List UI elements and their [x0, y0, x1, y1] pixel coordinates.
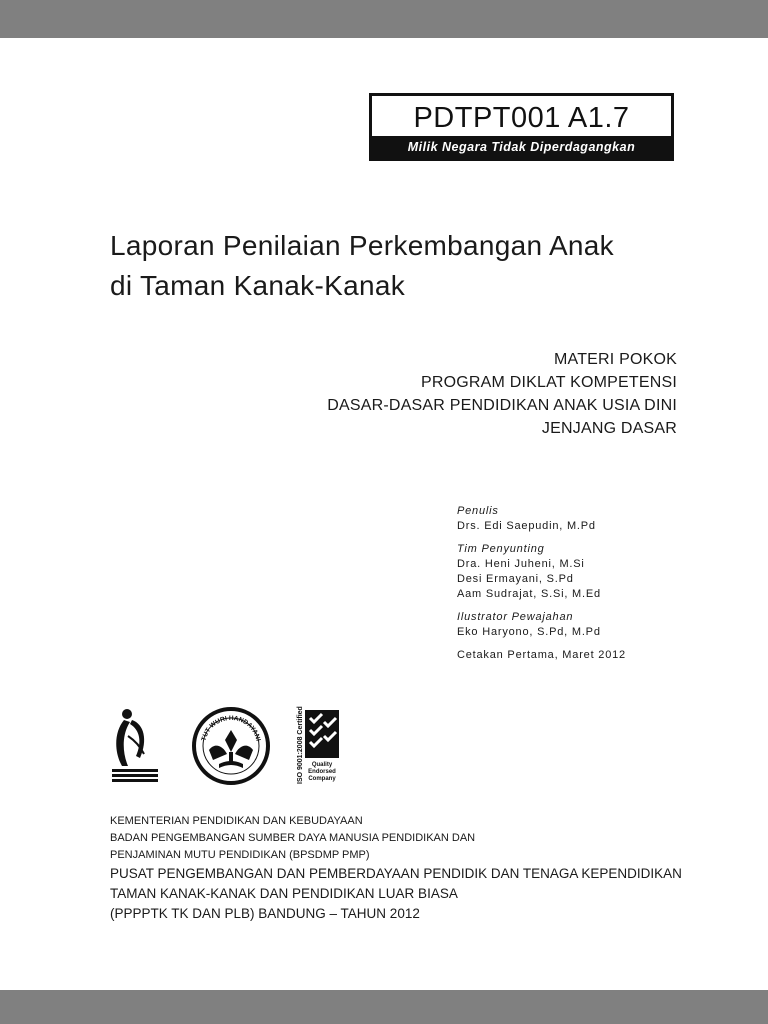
editor-name: Dra. Heni Juheni, M.Si	[457, 558, 585, 570]
iso-cert-text: ISO 9001:2008 Certified	[297, 706, 304, 784]
title-line-2: di Taman Kanak-Kanak	[110, 270, 405, 301]
materi-pokok-block	[327, 348, 677, 440]
writer-name: Drs. Edi Saepudin, M.Pd	[457, 520, 596, 532]
iso-quality-line: Endorsed	[308, 769, 336, 775]
footer-line: PUSAT PENGEMBANGAN DAN PEMBERDAYAAN PENDIDIK DAN TENAGA KEPENDIDIKAN	[110, 866, 682, 881]
seal-motto-text: TUT WURI HANDAYANI	[200, 714, 262, 742]
pptk-figure-emblem-icon	[110, 706, 160, 784]
document-title	[110, 226, 710, 306]
document-code: PDTPT001 A1.7	[413, 102, 630, 134]
illustrator-name: Eko Haryono, S.Pd, M.Pd	[457, 626, 601, 638]
publisher-footer	[110, 813, 710, 924]
writer-role: Penulis	[457, 505, 499, 517]
bottom-gray-bar	[0, 990, 768, 1024]
footer-line: TAMAN KANAK-KANAK DAN PENDIDIKAN LUAR BIASA	[110, 886, 458, 901]
edition-note: Cetakan Pertama, Maret 2012	[457, 649, 626, 661]
not-for-sale-notice: Milik Negara Tidak Diperdagangkan	[372, 136, 671, 158]
editor-role: Tim Penyunting	[457, 543, 545, 555]
footer-line: PENJAMINAN MUTU PENDIDIKAN (BPSDMP PMP)	[110, 849, 370, 861]
illustrator-role: Ilustrator Pewajahan	[457, 611, 574, 623]
materi-line: DASAR-DASAR PENDIDIKAN ANAK USIA DINI	[327, 397, 677, 414]
tut-wuri-handayani-seal-icon	[191, 706, 271, 786]
top-gray-bar	[0, 0, 768, 38]
iso-quality-line: Quality	[311, 762, 333, 768]
title-line-1: Laporan Penilaian Perkembangan Anak	[110, 230, 614, 261]
materi-line: JENJANG DASAR	[541, 420, 677, 437]
editor-name: Desi Ermayani, S.Pd	[457, 573, 574, 585]
iso-quality-line: Company	[308, 776, 336, 782]
editor-name: Aam Sudrajat, S.Si, M.Ed	[457, 588, 601, 600]
document-code-box	[369, 93, 674, 161]
iso-certified-badge-icon	[292, 706, 342, 786]
materi-line: PROGRAM DIKLAT KOMPETENSI	[420, 374, 677, 391]
footer-line: KEMENTERIAN PENDIDIKAN DAN KEBUDAYAAN	[110, 815, 363, 827]
footer-line: (PPPPTK TK DAN PLB) BANDUNG – TAHUN 2012	[110, 906, 420, 921]
footer-line: BADAN PENGEMBANGAN SUMBER DAYA MANUSIA PENDIDIKAN DAN	[110, 832, 476, 844]
materi-line: MATERI POKOK	[553, 351, 677, 368]
credits-block	[457, 504, 747, 663]
